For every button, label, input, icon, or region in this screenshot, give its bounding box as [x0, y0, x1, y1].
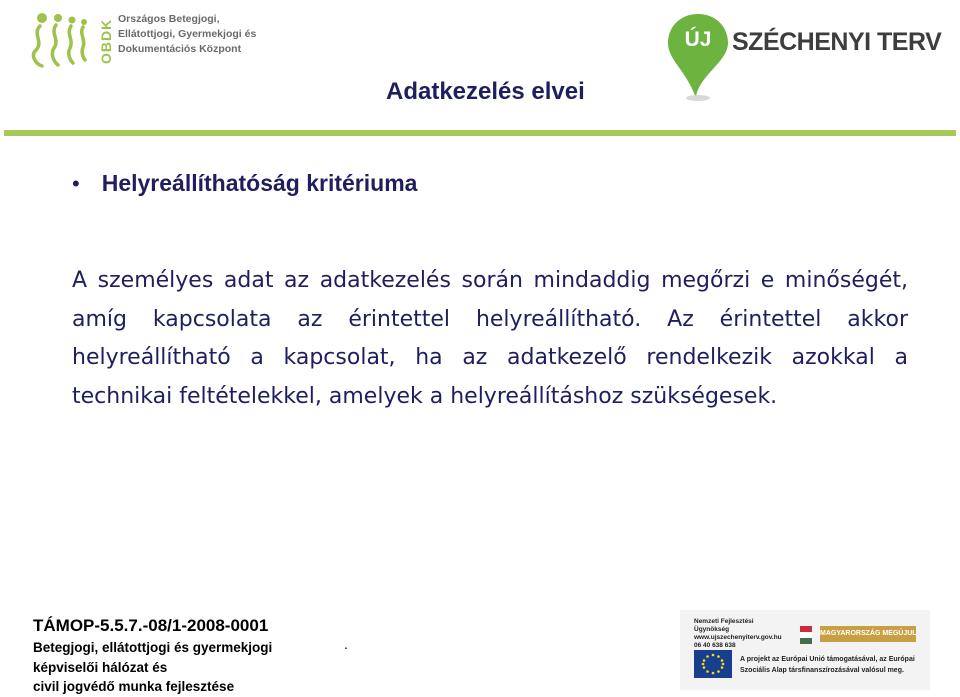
obdk-name-line: Ellátottjogi, Gyermekjogi és	[118, 28, 257, 40]
agency-line: www.ujszechenyiterv.gov.hu	[694, 634, 782, 641]
eu-support-line: Szociális Alap társfinanszírozásával valósul meg.	[740, 667, 904, 674]
eu-support-text	[740, 654, 924, 676]
bullet-icon: •	[72, 170, 80, 196]
footer-project-info	[33, 614, 333, 697]
page-title: Adatkezelés elvei	[386, 78, 585, 105]
obdk-name-line: Országos Betegjogi,	[118, 13, 220, 25]
header	[0, 0, 960, 140]
obdk-figures-logo-icon	[28, 8, 96, 70]
project-code: TÁMOP-5.5.7.-08/1-2008-0001	[33, 616, 269, 635]
project-line: Betegjogi, ellátottjogi és gyermekjogi	[33, 640, 273, 655]
eu-funding-logo	[680, 610, 930, 690]
hungarian-flag-icon	[800, 626, 812, 644]
hungary-renews-banner: MAGYARORSZÁG MEGÚJUL	[820, 626, 916, 642]
agency-line: 06 40 638 638	[694, 642, 736, 649]
bullet-item	[72, 170, 417, 197]
obdk-logo	[28, 8, 258, 70]
bullet-heading: Helyreállíthatóság kritériuma	[101, 170, 418, 196]
szechenyi-badge: ÚJ	[684, 28, 712, 51]
agency-info	[694, 618, 790, 650]
obdk-acronym: OBDK	[98, 18, 114, 64]
project-line: civil jogvédő munka fejlesztése	[33, 679, 235, 694]
body-paragraph: A személyes adat az adatkezelés során mindaddig megőrzi e minőségét, amíg kapcsolata az érintettel helyreállítható. Az érintettel akkor helyreállítható a kapcsolat, ha az adatkezelő rendelkezik azokkal a technikai feltételekkel, amelyek a helyreállításhoz szükségesek.	[72, 268, 908, 409]
agency-line: Nemzeti Fejlesztési Ügynökség	[694, 618, 754, 633]
footer-dot: .	[344, 636, 348, 652]
map-pin-icon	[666, 12, 730, 102]
szechenyi-terv-logo	[666, 12, 942, 104]
project-line: képviselői hálózat és	[33, 659, 168, 675]
obdk-name-line: Dokumentációs Központ	[118, 43, 242, 55]
szechenyi-text: SZÉCHENYI TERV	[732, 28, 942, 56]
eu-flag-icon	[694, 650, 732, 678]
obdk-name	[118, 12, 268, 57]
header-divider	[4, 130, 956, 136]
eu-support-line: A projekt az Európai Unió támogatásával, az Európai	[740, 656, 915, 663]
